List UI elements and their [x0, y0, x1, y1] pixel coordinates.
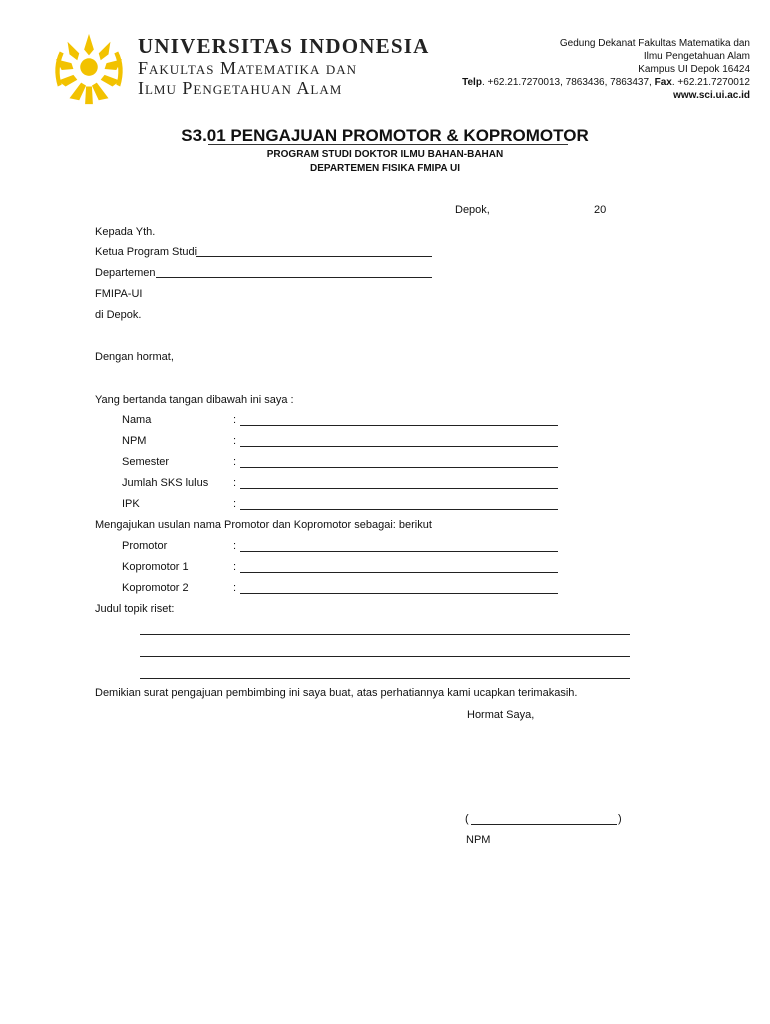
npm-input-line[interactable] [240, 446, 558, 447]
field-label-kopromotor-2: Kopromotor 2 [122, 582, 189, 594]
field-label-semester: Semester [122, 456, 170, 468]
recipient-kaprodi-label: Ketua Program Studi [95, 246, 198, 258]
regards-text: Hormat Saya, [467, 709, 535, 721]
signature-close-paren: ) [618, 813, 622, 825]
nama-input-line[interactable] [240, 425, 558, 426]
proposal-intro: Mengajukan usulan nama Promotor dan Kopromotor sebagai: berikut [95, 519, 432, 531]
signature-open-paren: ( [465, 813, 469, 825]
website: www.sci.ui.ac.id [673, 90, 750, 101]
field-label-sks: Jumlah SKS lulus [122, 477, 209, 489]
field-colon: : [233, 582, 237, 594]
recipient-to: Kepada Yth. [95, 226, 156, 238]
kopromotor-1-input-line[interactable] [240, 572, 558, 573]
field-colon: : [233, 540, 237, 552]
kaprodi-input-line[interactable] [196, 256, 432, 257]
semester-input-line[interactable] [240, 467, 558, 468]
signature-npm-label: NPM [466, 834, 491, 846]
ipk-input-line[interactable] [240, 509, 558, 510]
faculty-name-line1: Fakultas Matematika dan [138, 58, 357, 78]
field-colon: : [233, 498, 237, 510]
topic-input-line-1[interactable] [140, 634, 630, 635]
recipient-department-label: Departemen [95, 267, 156, 279]
field-label-ipk: IPK [122, 498, 140, 510]
field-colon: : [233, 435, 237, 447]
title-underline [208, 144, 568, 145]
year-label: 20 [594, 204, 607, 216]
topic-input-line-2[interactable] [140, 656, 630, 657]
intro-text: Yang bertanda tangan dibawah ini saya : [95, 394, 294, 406]
field-colon: : [233, 456, 237, 468]
place-label: Depok, [455, 204, 490, 216]
university-logo [50, 30, 128, 108]
field-colon: : [233, 561, 237, 573]
faculty-name-line2: Ilmu Pengetahuan Alam [138, 78, 343, 98]
program-name: PROGRAM STUDI DOKTOR ILMU BAHAN-BAHAN [266, 149, 504, 160]
signature-name-line[interactable] [471, 824, 617, 825]
greeting: Dengan hormat, [95, 351, 174, 363]
address-line-1: Gedung Dekanat Fakultas Matematika dan [559, 38, 750, 49]
field-label-promotor: Promotor [122, 540, 168, 552]
address-line-2: Ilmu Pengetahuan Alam [643, 51, 750, 62]
field-label-nama: Nama [122, 414, 152, 426]
fax-value: . +62.21.7270012 [671, 77, 750, 88]
university-name: UNIVERSITAS INDONESIA [138, 34, 430, 58]
topic-input-line-3[interactable] [140, 678, 630, 679]
field-label-npm: NPM [122, 435, 147, 447]
field-label-kopromotor-1: Kopromotor 1 [122, 561, 189, 573]
department-input-line[interactable] [156, 277, 432, 278]
promotor-input-line[interactable] [240, 551, 558, 552]
kopromotor-2-input-line[interactable] [240, 593, 558, 594]
field-colon: : [233, 477, 237, 489]
recipient-city: di Depok. [95, 309, 142, 321]
address-line-3: Kampus UI Depok 16424 [638, 64, 750, 75]
telp-label: Telp [462, 77, 482, 88]
closing-text: Demikian surat pengajuan pembimbing ini saya buat, atas perhatiannya kami ucapkan terimakasih. [95, 687, 578, 699]
topic-label: Judul topik riset: [95, 603, 175, 615]
department-name: DEPARTEMEN FISIKA FMIPA UI [310, 163, 460, 174]
contact-line [462, 77, 750, 88]
form-title: S3.01 PENGAJUAN PROMOTOR & KOPROMOTOR [181, 126, 589, 145]
telp-value: . +62.21.7270013, 7863436, 7863437, [481, 77, 655, 88]
fax-label: Fax [654, 77, 672, 88]
recipient-fmipa: FMIPA-UI [95, 288, 143, 300]
field-colon: : [233, 414, 237, 426]
sks-input-line[interactable] [240, 488, 558, 489]
